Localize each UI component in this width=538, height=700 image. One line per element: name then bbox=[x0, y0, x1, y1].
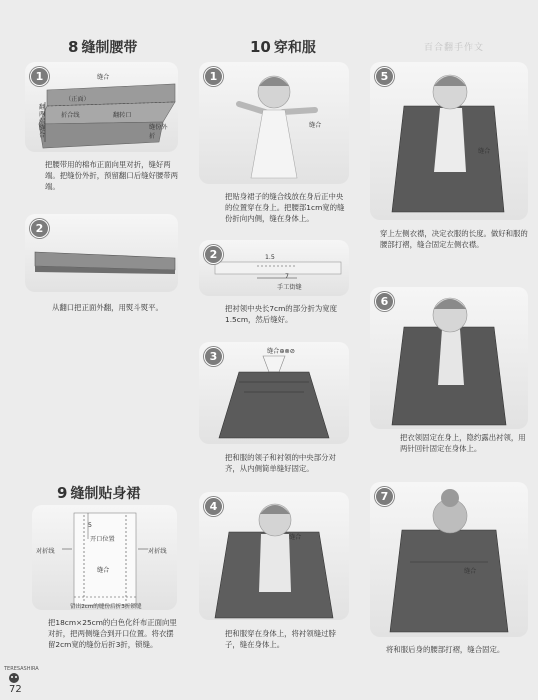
step-number-badge: 3 bbox=[204, 347, 223, 366]
label-ends-stitched: 翻两端缝合 bbox=[39, 104, 46, 139]
underskirt-illustration bbox=[32, 505, 177, 610]
section-number: 10 bbox=[250, 38, 271, 56]
label-fold-right: 对折线 bbox=[148, 548, 167, 555]
section-label: 缝制腰带 bbox=[81, 40, 138, 56]
label-stitch: 缝合 bbox=[97, 567, 110, 574]
underskirt-caption: 把18cm×25cm的白色化纤布正面向里对折，把两侧缝合到开口位置。将衣摆留2cm宽的缝份后折3折，锁缝。 bbox=[48, 618, 177, 649]
step-caption: 把衬领中央长7cm的部分折为宽度1.5cm，然后缝好。 bbox=[225, 304, 338, 324]
section-title-8 bbox=[68, 37, 137, 57]
label-opening: 开口位置 bbox=[90, 536, 115, 543]
label-turn-opening: 翻转口 bbox=[113, 112, 132, 119]
logo-icon bbox=[7, 672, 21, 684]
step-photo-kimono-on bbox=[199, 492, 349, 620]
step-caption: 把衣领固定在身上，隐约露出衬领，用两针回针固定在身体上。 bbox=[400, 433, 526, 453]
label-hem: 留出2cm的缝份后折3折锁缝 bbox=[70, 604, 142, 610]
step-number-badge: 4 bbox=[204, 497, 223, 516]
section-title-10 bbox=[250, 37, 316, 57]
section-number: 9 bbox=[57, 484, 68, 502]
step-number-badge: 7 bbox=[375, 487, 394, 506]
step-photo-kimono-collar bbox=[199, 342, 349, 444]
step-caption: 把和服的领子和衬领的中央部分对齐，从内侧简单缝好固定。 bbox=[225, 453, 336, 473]
brand-text: TERESASHIRA bbox=[4, 666, 39, 672]
label-length: 7 bbox=[285, 273, 289, 280]
label-stitch: 缝合 bbox=[97, 74, 110, 81]
step-caption: 将和服后身的腰部打褶，缝合固定。 bbox=[386, 645, 505, 654]
label-stitch: 缝合 bbox=[289, 534, 302, 541]
step-caption: 把和服穿在身体上，将衬领缝过脖子，缝在身体上。 bbox=[225, 629, 336, 649]
step-photo-back-pleat bbox=[370, 482, 528, 637]
page-number: 72 bbox=[9, 684, 22, 695]
step-number-badge: 1 bbox=[204, 67, 223, 86]
step-photo-collar bbox=[199, 240, 349, 296]
label-stitch: 缝合⊕⊗⊘ bbox=[267, 348, 295, 355]
step-number-badge: 6 bbox=[375, 292, 394, 311]
step-caption: 把腰带用的棉布正面向里对折，缝好两端。把缝份外折，预留翻口后缝好腰带两端。 bbox=[45, 160, 179, 191]
label-fold-line: 折合线 bbox=[61, 112, 80, 119]
step-photo-left-panel bbox=[370, 62, 528, 220]
label-fold-left: 对折线 bbox=[36, 548, 55, 555]
section-label: 穿和服 bbox=[273, 40, 316, 56]
label-stitch: 缝合 bbox=[309, 122, 322, 129]
step-number-badge: 2 bbox=[204, 245, 223, 264]
step-number-badge: 5 bbox=[375, 67, 394, 86]
step-caption: 把贴身裙子的缝合线放在身后正中央的位置穿在身上。把腰部1cm宽的缝份折向内侧，缝在身体上。 bbox=[225, 192, 345, 223]
label-stitch: 缝合 bbox=[478, 148, 491, 155]
step-photo-belt-flat bbox=[25, 214, 178, 292]
step-photo-underskirt-on bbox=[199, 62, 349, 184]
section-number: 8 bbox=[68, 38, 79, 56]
step-number-badge: 2 bbox=[30, 219, 49, 238]
label-five: 5 bbox=[88, 522, 92, 529]
doll-kimono-back-illustration bbox=[370, 482, 528, 637]
label-seam-out: 缝份外折 bbox=[149, 124, 168, 140]
underskirt-diagram bbox=[32, 505, 177, 610]
label-stitch: 缝合 bbox=[464, 568, 477, 575]
watermark: 百合翻手作文 bbox=[424, 43, 485, 53]
step-caption: 穿上左侧衣襟，决定衣服的长度。做好和服的腰部打褶，缝合固定左侧衣襟。 bbox=[380, 229, 528, 249]
doll-kimono-left-illustration bbox=[370, 62, 528, 220]
doll-kimono-collar-illustration bbox=[370, 287, 528, 429]
section-title-9 bbox=[57, 483, 140, 503]
label-width: 1.5 bbox=[265, 254, 275, 261]
step-photo-collar-fixed bbox=[370, 287, 528, 429]
step-caption: 从翻口把正面外翻，用熨斗熨平。 bbox=[52, 303, 163, 312]
label-front: （正面） bbox=[65, 96, 90, 103]
step-number-badge: 1 bbox=[30, 67, 49, 86]
section-label: 缝制贴身裙 bbox=[70, 486, 141, 502]
label-hand-stitch: 手工街缝 bbox=[277, 284, 302, 291]
step-photo-belt-folded bbox=[25, 62, 178, 152]
